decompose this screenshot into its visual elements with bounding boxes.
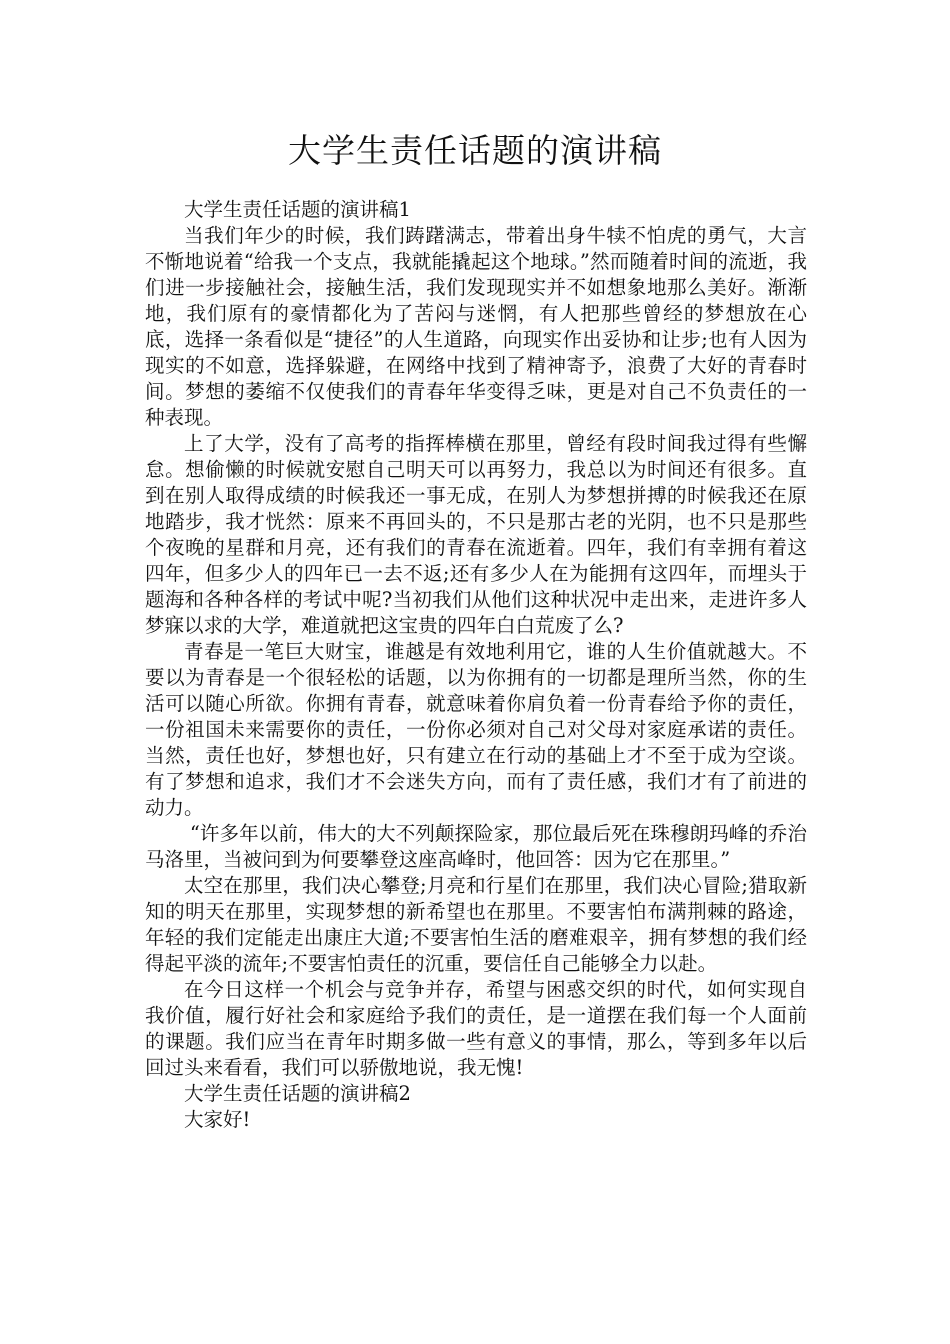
- section-heading-2: 大学生责任话题的演讲稿2: [184, 1082, 411, 1105]
- paragraph-1: 当我们年少的时候，我们踌躇满志，带着出身牛犊不怕虎的勇气，大言不惭地说着“给我一个支点，我就能撬起这个地球。”然而随着时间的流逝，我们进一步接触社会，接触生活，我们发现现实并不如想象地那么美好。渐渐地，我们原有的豪情都化为了苦闷与迷惘，有人把那些曾经的梦想放在心底，选择一条看似是“捷径”的人生道路，向现实作出妥协和让步;也有人因为现实的不如意，选择躲避，在网络中找到了精神寄予，浪费了大好的青春时间。梦想的萎缩不仅使我们的青春年华变得乏味，更是对自己不负责任的一种表现。: [145, 224, 807, 429]
- document-body: [145, 197, 807, 1133]
- paragraph-quote: “许多年以前，伟大的大不列颠探险家，那位最后死在珠穆朗玛峰的乔治马洛里，当被问到为何要攀登这座高峰时，他回答：因为它在那里。”: [145, 822, 807, 871]
- paragraph-3: 青春是一笔巨大财宝，谁越是有效地利用它，谁的人生价值就越大。不要以为青春是一个很轻松的话题，以为你拥有的一切都是理所当然，你的生活可以随心所欲。你拥有青春，就意味着你肩负着一份青春给予你的责任，一份祖国未来需要你的责任，一份你必须对自己对父母对家庭承诺的责任。当然，责任也好，梦想也好，只有建立在行动的基础上才不至于成为空谈。有了梦想和追求，我们才不会迷失方向，而有了责任感，我们才有了前进的动力。: [145, 640, 807, 819]
- greeting: 大家好!: [184, 1108, 251, 1131]
- section-heading-1: 大学生责任话题的演讲稿1: [184, 198, 411, 221]
- paragraph-6: 在今日这样一个机会与竞争并存，希望与困惑交织的时代，如何实现自我价值，履行好社会和家庭给予我们的责任，是一道摆在我们每一个人面前的课题。我们应当在青年时期多做一些有意义的事情，那么，等到多年以后回过头来看看，我们可以骄傲地说，我无愧!: [145, 978, 807, 1079]
- paragraph-2: 上了大学，没有了高考的指挥棒横在那里，曾经有段时间我过得有些懈怠。想偷懒的时候就安慰自己明天可以再努力，我总以为时间还有很多。直到在别人取得成绩的时候我还一事无成，在别人为梦想拼搏的时候我还在原地踏步，我才恍然：原来不再回头的，不只是那古老的光阴，也不只是那些个夜晚的星群和月亮，还有我们的青春在流逝着。四年，我们有幸拥有着这四年，但多少人的四年已一去不返;还有多少人在为能拥有这四年，而埋头于题海和各种各样的考试中呢?当初我们从他们这种状况中走出来，走进许多人梦寐以求的大学，难道就把这宝贵的四年白白荒废了么?: [145, 432, 807, 637]
- paragraph-5: 太空在那里，我们决心攀登;月亮和行星们在那里，我们决心冒险;猎取新知的明天在那里，实现梦想的新希望也在那里。不要害怕布满荆棘的路途，年轻的我们定能走出康庄大道;不要害怕生活的磨难艰辛，拥有梦想的我们经得起平淡的流年;不要害怕责任的沉重，要信任自己能够全力以赴。: [145, 874, 807, 975]
- document-title: 大学生责任话题的演讲稿: [288, 131, 662, 170]
